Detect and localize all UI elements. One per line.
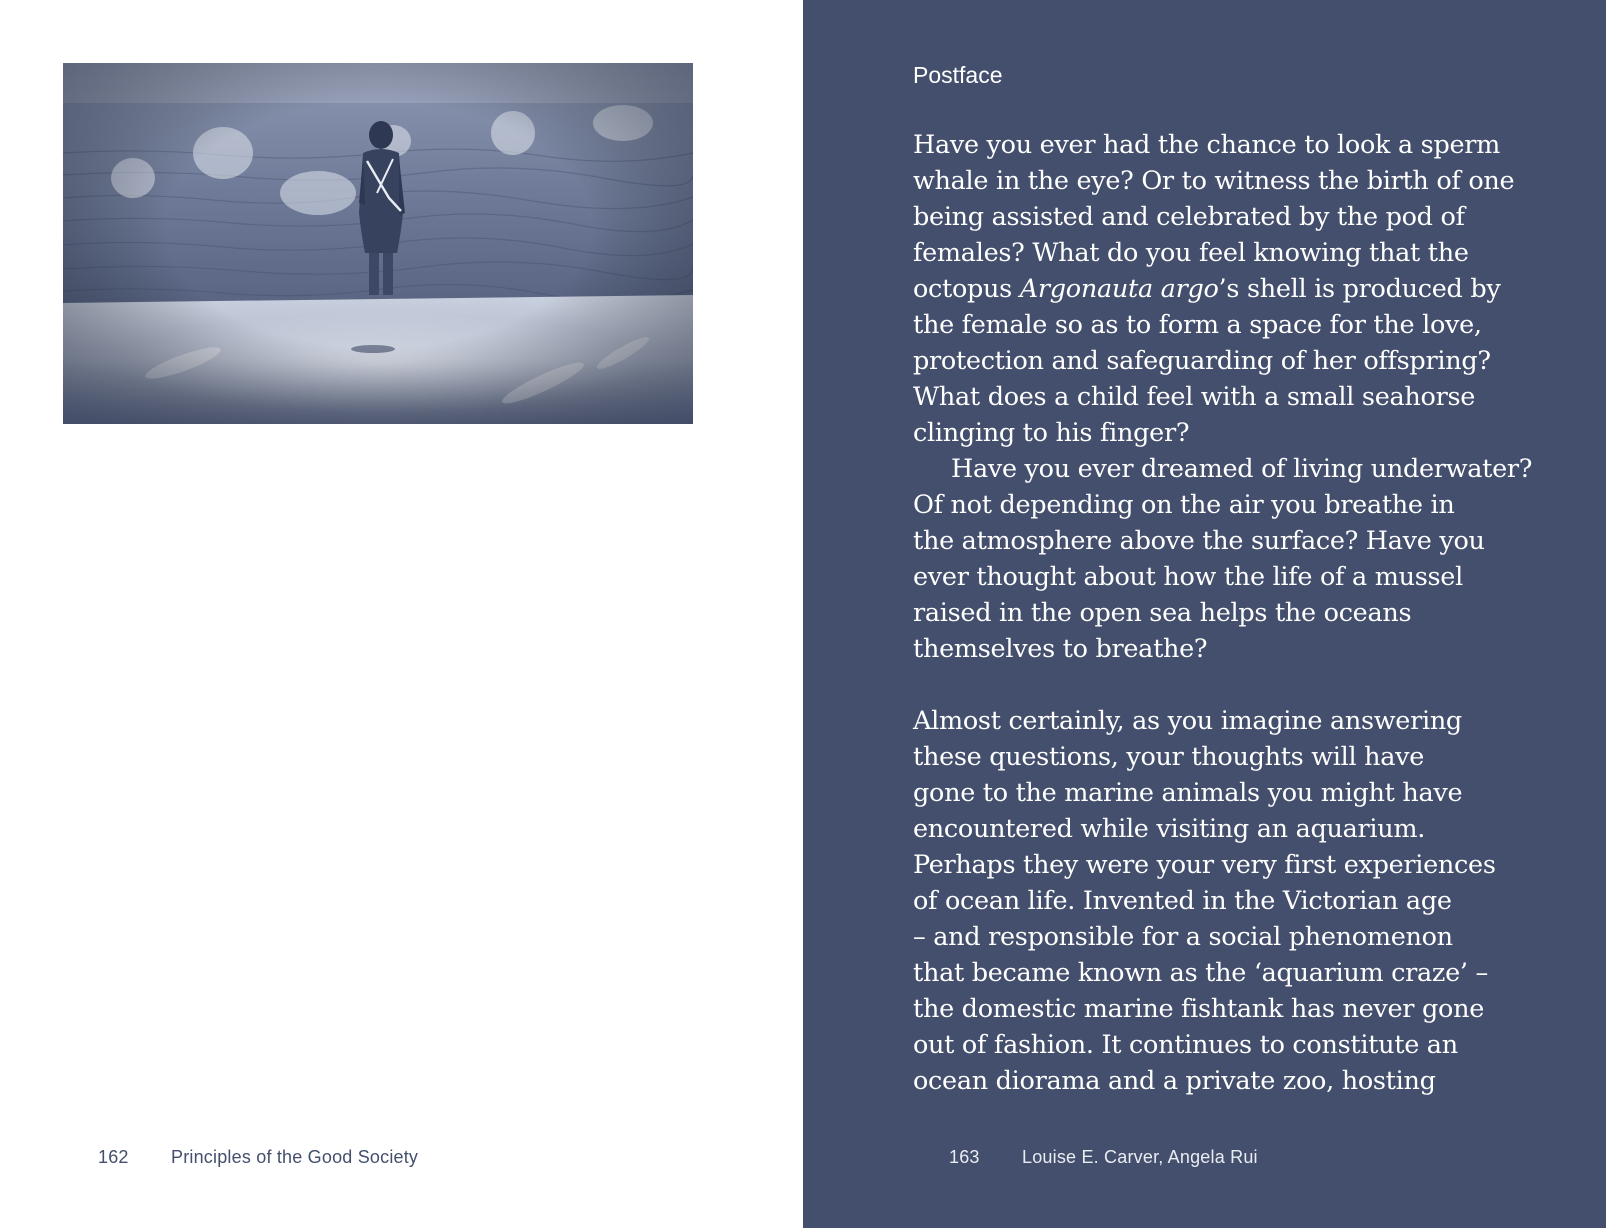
text-line: the atmosphere above the surface? Have you	[913, 526, 1485, 556]
page-number: 162	[98, 1147, 129, 1167]
running-title: Louise E. Carver, Angela Rui	[1022, 1147, 1258, 1167]
text-line: What does a child feel with a small seahorse	[913, 382, 1476, 412]
text-line: – and responsible for a social phenomenon	[913, 922, 1453, 952]
photo-image	[63, 63, 693, 424]
text-line-species	[913, 271, 1606, 307]
text-line: being assisted and celebrated by the pod of	[913, 202, 1465, 232]
text-line: gone to the marine animals you might have	[913, 778, 1463, 808]
paragraph-gap	[913, 667, 1606, 703]
text-line: themselves to breathe?	[913, 634, 1208, 664]
text-line: whale in the eye? Or to witness the birth of one	[913, 166, 1515, 196]
text-line: clinging to his finger?	[913, 418, 1190, 448]
photo-figure-at-sea	[63, 63, 693, 424]
text-line: of ocean life. Invented in the Victorian age	[913, 886, 1452, 916]
text-line: females? What do you feel knowing that the	[913, 238, 1469, 268]
text-line: out of fashion. It continues to constitute an	[913, 1030, 1458, 1060]
text-line: ocean diorama and a private zoo, hosting	[913, 1066, 1436, 1096]
text-line: Have you ever had the chance to look a sperm	[913, 130, 1501, 160]
text-line: raised in the open sea helps the oceans	[913, 598, 1412, 628]
text-line: Of not depending on the air you breathe in	[913, 490, 1455, 520]
text-line: that became known as the ‘aquarium craze’ –	[913, 958, 1488, 988]
text-line: ever thought about how the life of a mussel	[913, 562, 1463, 592]
text-run: octopus	[913, 274, 1020, 304]
text-line: the domestic marine fishtank has never gone	[913, 994, 1484, 1024]
text-line: protection and safeguarding of her offspring?	[913, 346, 1491, 376]
page-number: 163	[949, 1147, 980, 1167]
running-title: Principles of the Good Society	[171, 1147, 419, 1167]
text-line: these questions, your thoughts will have	[913, 742, 1425, 772]
text-line: encountered while visiting an aquarium.	[913, 814, 1426, 844]
text-line: the female so as to form a space for the love,	[913, 310, 1482, 340]
text-run: ’s shell is produced by	[1218, 274, 1501, 304]
text-line: Perhaps they were your very first experiences	[913, 850, 1496, 880]
text-line: Have you ever dreamed of living underwater?	[951, 454, 1533, 484]
body-text	[913, 127, 1606, 1099]
section-title: Postface	[913, 62, 1003, 88]
right-page	[803, 0, 1606, 1228]
species-name-italic: Argonauta argo	[1019, 274, 1219, 304]
text-line: Almost certainly, as you imagine answering	[913, 706, 1462, 736]
